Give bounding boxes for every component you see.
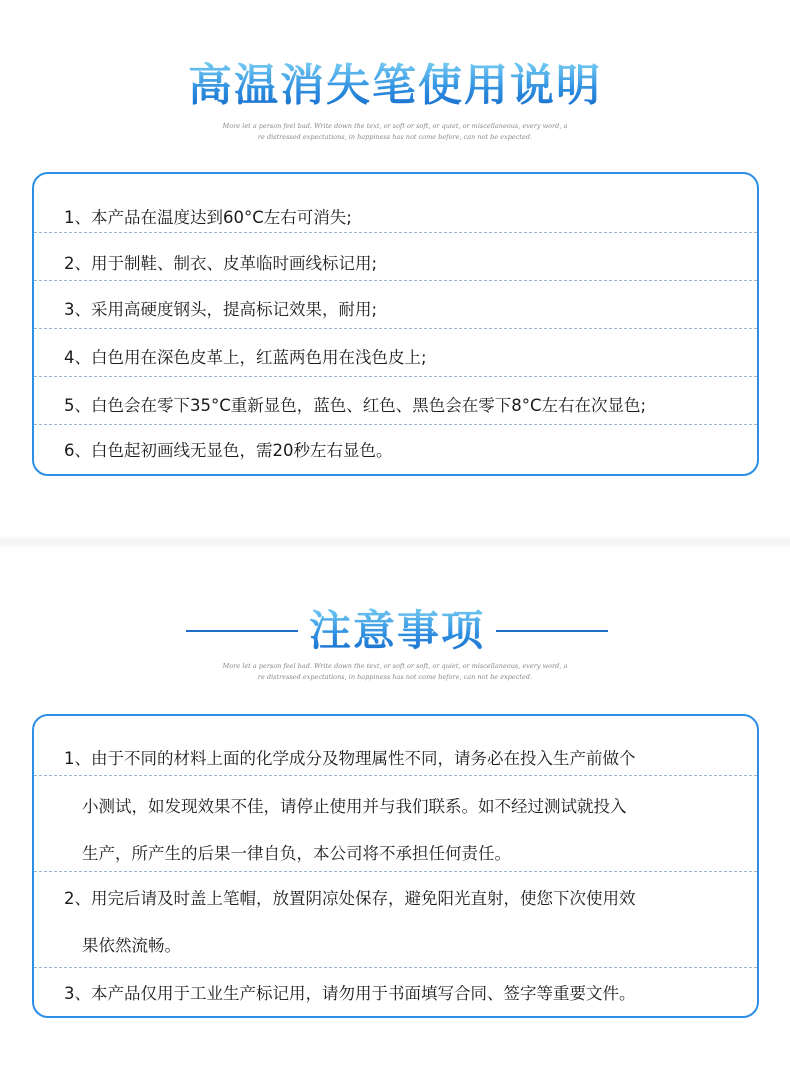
notes-line bbox=[34, 872, 757, 920]
notes-line bbox=[34, 716, 757, 776]
usage-item bbox=[34, 377, 757, 425]
heading-rule-left bbox=[186, 630, 298, 632]
usage-item-text: 6、白色起初画线无显色，需20秒左右显色。 bbox=[64, 441, 393, 460]
notes-heading bbox=[0, 603, 790, 659]
heading-rule-right bbox=[496, 630, 608, 632]
notes-line-text: 1、由于不同的材料上面的化学成分及物理属性不同，请务必在投入生产前做个 bbox=[64, 749, 636, 768]
usage-item bbox=[34, 425, 757, 474]
notes-line-text: 小测试，如发现效果不佳，请停止使用并与我们联系。如不经过测试就投入 bbox=[82, 797, 627, 816]
notes-line bbox=[34, 824, 757, 872]
usage-item-text: 5、白色会在零下35°C重新显色，蓝色、红色、黑色会在零下8°C左右在次显色; bbox=[64, 396, 647, 415]
notes-tagline bbox=[0, 661, 790, 683]
notes-line-text: 2、用完后请及时盖上笔帽，放置阴凉处保存，避免阳光直射，使您下次使用效 bbox=[64, 889, 636, 908]
usage-item bbox=[34, 174, 757, 233]
notes-line bbox=[34, 968, 757, 1016]
usage-item bbox=[34, 329, 757, 377]
usage-item bbox=[34, 233, 757, 281]
usage-item-text: 4、白色用在深色皮革上，红蓝两色用在浅色皮上; bbox=[64, 348, 427, 367]
notes-title: 注意事项 bbox=[298, 603, 496, 659]
notes-tagline-line-1: More let a person feel bad. Write down the text, or soft or soft, or quiet, or miscellaneous, every word, a bbox=[222, 662, 568, 670]
notes-line-text: 3、本产品仅用于工业生产标记用，请勿用于书面填写合同、签字等重要文件。 bbox=[64, 984, 636, 1003]
usage-tagline-line-2: re distressed expectations, in happiness has not come before, can not be expected. bbox=[257, 133, 533, 141]
section-separator bbox=[0, 535, 790, 549]
usage-item bbox=[34, 281, 757, 329]
usage-item-text: 1、本产品在温度达到60°C左右可消失; bbox=[64, 208, 352, 227]
notes-line bbox=[34, 920, 757, 968]
notes-line bbox=[34, 776, 757, 824]
notes-line-text: 果依然流畅。 bbox=[82, 936, 181, 955]
usage-tagline-line-1: More let a person feel bad. Write down the text, or soft or soft, or quiet, or miscellaneous, every word, a bbox=[222, 122, 568, 130]
notes-line-text: 生产，所产生的后果一律自负，本公司将不承担任何责任。 bbox=[82, 844, 511, 863]
usage-box bbox=[32, 172, 759, 476]
usage-item-text: 2、用于制鞋、制衣、皮革临时画线标记用; bbox=[64, 254, 378, 273]
notes-tagline-line-2: re distressed expectations, in happiness has not come before, can not be expected. bbox=[257, 673, 533, 681]
usage-title: 高温消失笔使用说明 bbox=[0, 58, 790, 114]
notes-box bbox=[32, 714, 759, 1018]
usage-tagline bbox=[0, 121, 790, 143]
usage-item-text: 3、采用高硬度钢头，提高标记效果，耐用; bbox=[64, 300, 378, 319]
